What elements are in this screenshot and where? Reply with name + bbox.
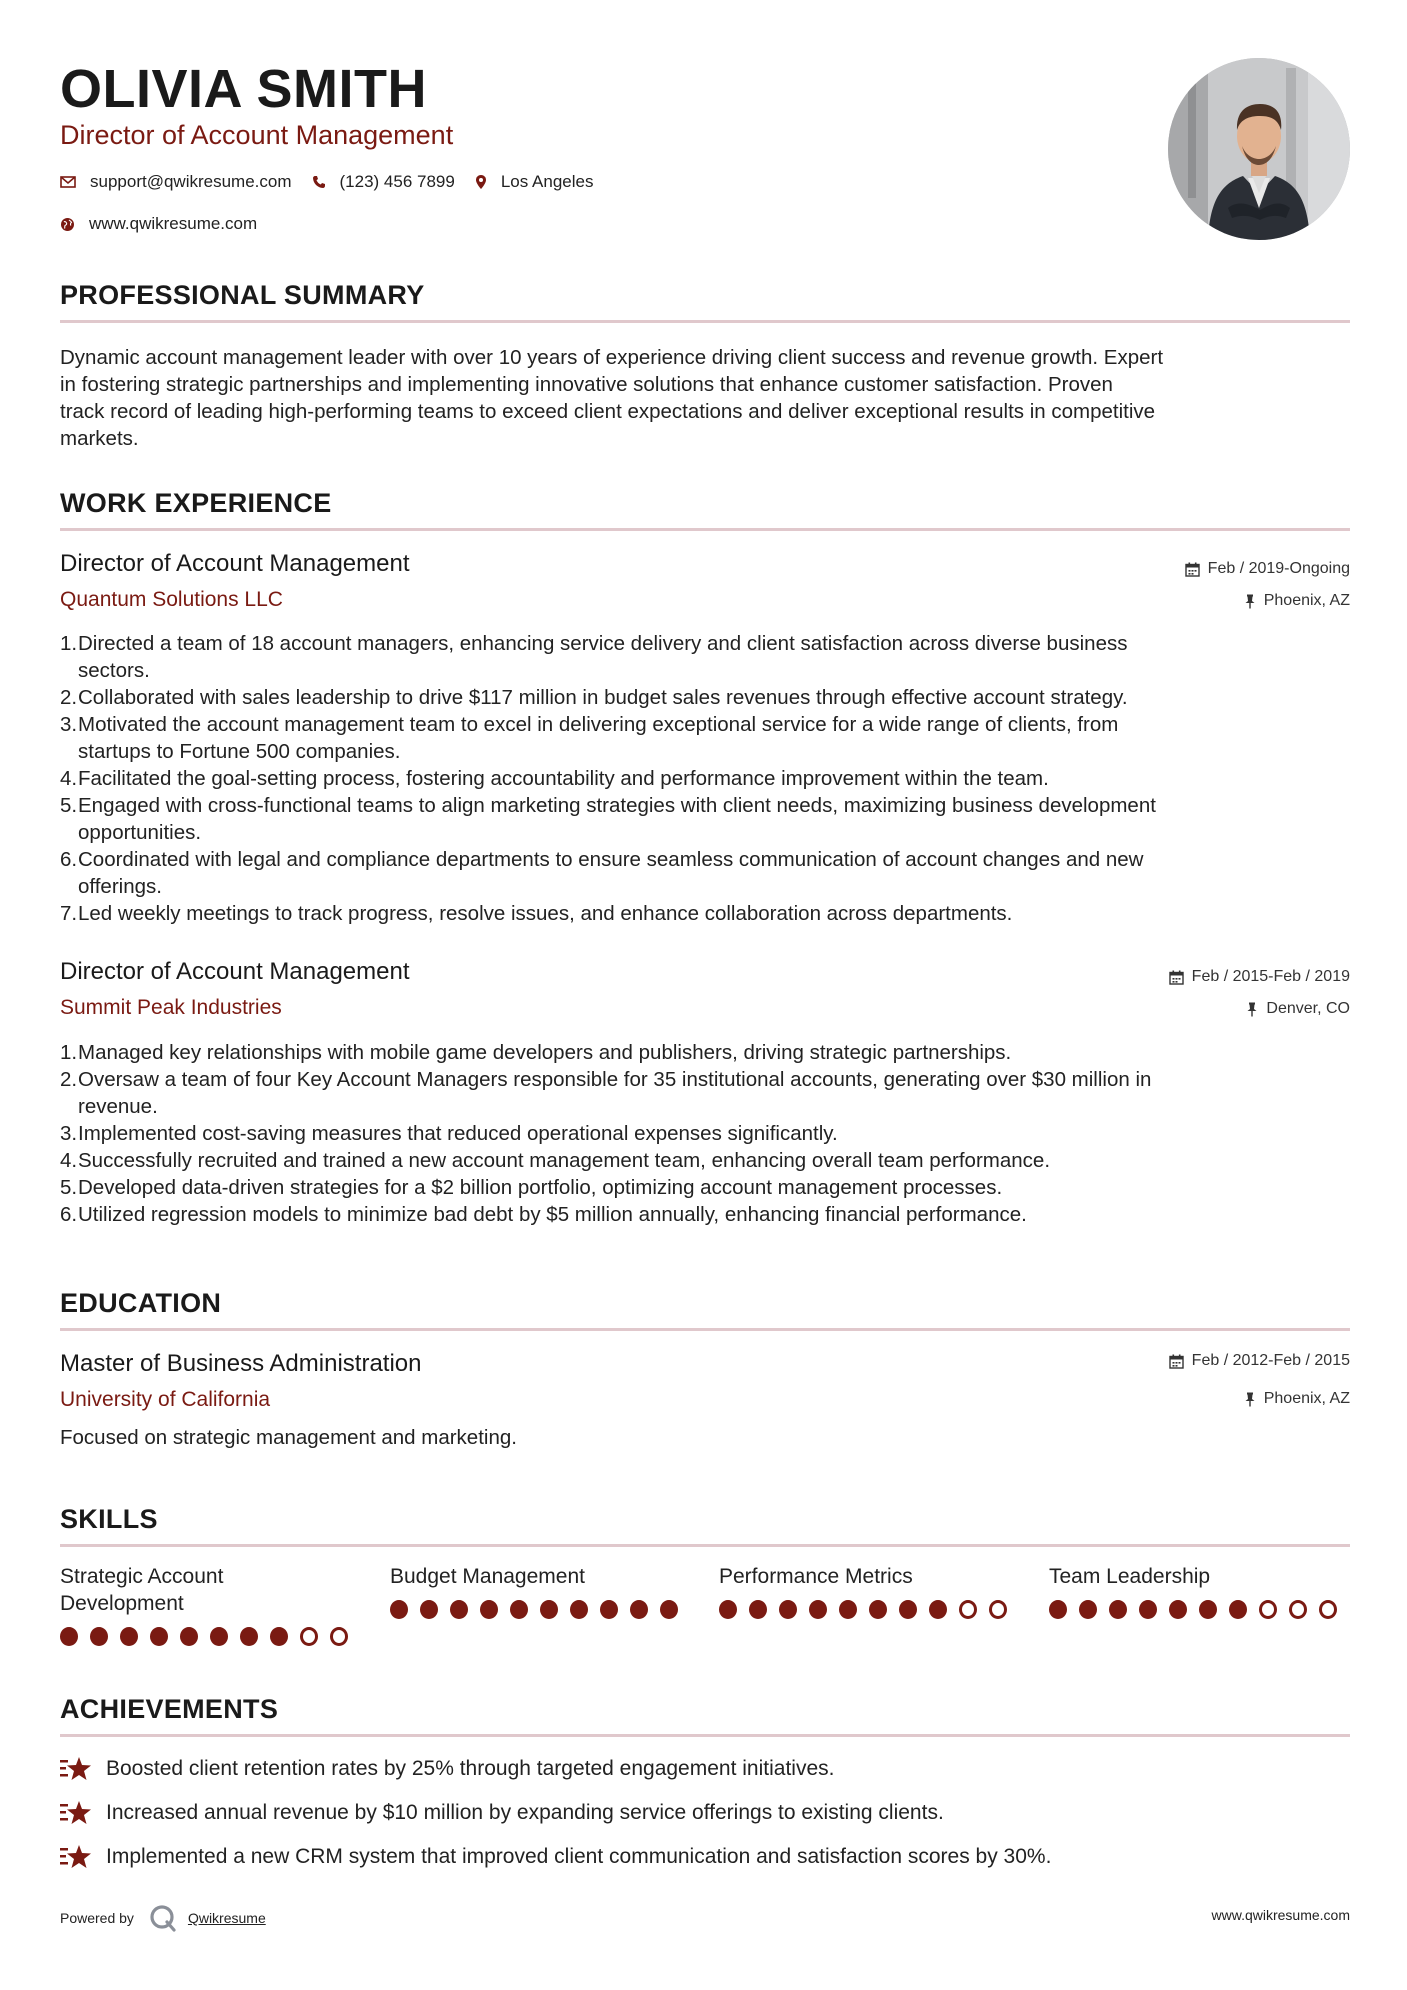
list-item: 6. Coordinated with legal and compliance departments to ensure seamless communication of account changes and new offerings. — [60, 848, 1144, 898]
calendar-icon — [1169, 1354, 1184, 1369]
list-item: 6. Utilized regression models to minimize bad debt by $5 million annually, enhancing financial performance. — [60, 1203, 1027, 1226]
rating-dot-filled — [210, 1627, 228, 1646]
skill-item — [719, 1563, 1019, 1619]
rating-dot-filled — [90, 1627, 108, 1646]
rating-dot-empty — [300, 1627, 318, 1646]
list-item: 4. Facilitated the goal-setting process, fostering accountability and performance improvement within the team. — [60, 767, 1049, 790]
skill-name: Strategic Account Development — [60, 1565, 224, 1615]
skill-rating — [1049, 1600, 1349, 1619]
rating-dot-filled — [1199, 1600, 1217, 1619]
achievements-heading: ACHIEVEMENTS — [60, 1694, 279, 1724]
section-divider — [60, 1734, 1350, 1737]
achievement-item — [60, 1844, 1051, 1870]
email-text: support@qwikresume.com — [90, 172, 292, 191]
list-item: 2. Collaborated with sales leadership to drive $117 million in budget sales revenues through effective account strategy. — [60, 686, 1128, 709]
list-item: 3. Motivated the account management team to excel in delivering exceptional service for a wide range of clients, from startups to Fortune 500 companies. — [60, 713, 1119, 763]
job-title: Director of Account Management — [60, 958, 410, 985]
job-dates — [1169, 968, 1350, 986]
rating-dot-filled — [1049, 1600, 1067, 1619]
job-dates-text: Feb / 2019-Ongoing — [1207, 560, 1350, 577]
job-company: Quantum Solutions LLC — [60, 588, 283, 611]
contact-row — [60, 172, 613, 192]
job-bullets — [60, 1039, 1350, 1228]
education-location — [1244, 1390, 1350, 1408]
star-icon — [60, 1756, 92, 1782]
calendar-icon — [1169, 970, 1184, 985]
rating-dot-filled — [1229, 1600, 1247, 1619]
job-bullets — [60, 630, 1350, 927]
rating-dot-filled — [60, 1627, 78, 1646]
job-title: Director of Account Management — [60, 550, 410, 577]
rating-dot-filled — [600, 1600, 618, 1619]
experience-heading: WORK EXPERIENCE — [60, 488, 332, 518]
skill-name: Performance Metrics — [719, 1565, 913, 1588]
star-icon — [60, 1800, 92, 1826]
rating-dot-empty — [989, 1600, 1007, 1619]
profile-photo — [1168, 58, 1350, 240]
star-icon — [60, 1844, 92, 1870]
section-divider — [60, 528, 1350, 531]
rating-dot-filled — [150, 1627, 168, 1646]
rating-dot-filled — [240, 1627, 258, 1646]
job-location-text: Denver, CO — [1266, 1000, 1350, 1017]
section-divider — [60, 320, 1350, 323]
summary-line: Dynamic account management leader with over 10 years of experience driving client success and revenue growth. Expert — [60, 346, 1164, 369]
qwikresume-logo-icon — [148, 1903, 178, 1933]
rating-dot-empty — [1319, 1600, 1337, 1619]
location-text: Los Angeles — [500, 172, 594, 191]
rating-dot-filled — [719, 1600, 737, 1619]
list-item: 3. Implemented cost-saving measures that reduced operational expenses significantly. — [60, 1122, 838, 1145]
envelope-icon — [60, 176, 76, 188]
skill-item — [390, 1563, 690, 1619]
summary-line: in fostering strategic partnerships and implementing innovative solutions that enhance customer satisfaction. Proven — [60, 373, 1113, 396]
section-divider — [60, 1328, 1350, 1331]
rating-dot-filled — [120, 1627, 138, 1646]
rating-dot-filled — [420, 1600, 438, 1619]
list-item: 7. Led weekly meetings to track progress, resolve issues, and enhance collaboration across departments. — [60, 902, 1013, 925]
list-item: 1. Managed key relationships with mobile game developers and publishers, driving strategic partnerships. — [60, 1041, 1012, 1064]
footer-powered-by — [60, 1903, 266, 1933]
rating-dot-filled — [869, 1600, 887, 1619]
rating-dot-filled — [929, 1600, 947, 1619]
rating-dot-filled — [510, 1600, 528, 1619]
rating-dot-filled — [749, 1600, 767, 1619]
skills-heading: SKILLS — [60, 1504, 158, 1534]
job-dates — [1185, 560, 1350, 578]
rating-dot-filled — [450, 1600, 468, 1619]
rating-dot-filled — [270, 1627, 288, 1646]
rating-dot-filled — [1079, 1600, 1097, 1619]
summary-line: markets. — [60, 427, 139, 450]
rating-dot-filled — [540, 1600, 558, 1619]
calendar-icon — [1185, 562, 1200, 577]
list-item: 4. Successfully recruited and trained a new account management team, enhancing overall team performance. — [60, 1149, 1051, 1172]
portrait-image — [1168, 58, 1350, 240]
achievement-text: Boosted client retention rates by 25% through targeted engagement initiatives. — [106, 1757, 835, 1780]
candidate-title: Director of Account Management — [60, 120, 454, 150]
summary-line: track record of leading high-performing teams to exceed client expectations and deliver exceptional results in competitive — [60, 400, 1156, 423]
rating-dot-empty — [330, 1627, 348, 1646]
achievement-item — [60, 1800, 944, 1826]
education-dates-text: Feb / 2012-Feb / 2015 — [1191, 1352, 1350, 1369]
rating-dot-filled — [180, 1627, 198, 1646]
skill-item — [1049, 1563, 1349, 1619]
skill-rating — [719, 1600, 1019, 1619]
skill-rating — [390, 1600, 690, 1619]
job-location — [1246, 1000, 1350, 1018]
list-item: 1. Directed a team of 18 account managers, enhancing service delivery and client satisfaction across diverse business sectors. — [60, 632, 1128, 682]
rating-dot-filled — [1139, 1600, 1157, 1619]
pin-icon — [1246, 1002, 1258, 1017]
contact-phone[interactable] — [312, 172, 455, 192]
pin-icon — [1244, 594, 1256, 609]
skill-name: Team Leadership — [1049, 1565, 1211, 1588]
skill-name: Budget Management — [390, 1565, 585, 1588]
rating-dot-filled — [1109, 1600, 1127, 1619]
globe-icon — [60, 217, 75, 232]
rating-dot-empty — [1289, 1600, 1307, 1619]
education-heading: EDUCATION — [60, 1288, 222, 1318]
rating-dot-filled — [570, 1600, 588, 1619]
footer-url[interactable]: www.qwikresume.com — [1211, 1907, 1350, 1923]
pin-icon — [1244, 1392, 1256, 1407]
summary-text — [60, 344, 1350, 452]
rating-dot-filled — [839, 1600, 857, 1619]
contact-email[interactable] — [60, 172, 292, 192]
contact-location — [475, 172, 594, 192]
powered-by-label: Powered by — [60, 1910, 134, 1926]
phone-icon — [312, 175, 326, 189]
rating-dot-filled — [809, 1600, 827, 1619]
degree-title: Master of Business Administration — [60, 1350, 422, 1377]
education-description: Focused on strategic management and marketing. — [60, 1426, 517, 1449]
map-pin-icon — [475, 174, 487, 190]
job-location — [1244, 592, 1350, 610]
phone-text: (123) 456 7899 — [339, 172, 455, 191]
rating-dot-filled — [480, 1600, 498, 1619]
achievement-text: Increased annual revenue by $10 million by expanding service offerings to existing clients. — [106, 1801, 944, 1824]
rating-dot-empty — [1259, 1600, 1277, 1619]
skill-rating — [60, 1627, 360, 1646]
education-location-text: Phoenix, AZ — [1263, 1390, 1350, 1407]
section-divider — [60, 1544, 1350, 1547]
list-item: 2. Oversaw a team of four Key Account Managers responsible for 35 institutional accounts, generating over $30 million in revenue. — [60, 1068, 1152, 1118]
education-dates — [1169, 1352, 1350, 1370]
achievement-item — [60, 1756, 834, 1782]
rating-dot-filled — [660, 1600, 678, 1619]
rating-dot-filled — [779, 1600, 797, 1619]
contact-website[interactable] — [60, 214, 257, 234]
rating-dot-filled — [1169, 1600, 1187, 1619]
job-location-text: Phoenix, AZ — [1263, 592, 1350, 609]
contact-row-2 — [60, 214, 277, 234]
summary-heading: PROFESSIONAL SUMMARY — [60, 280, 425, 310]
candidate-name: OLIVIA SMITH — [60, 59, 427, 119]
rating-dot-filled — [899, 1600, 917, 1619]
website-text: www.qwikresume.com — [89, 214, 258, 233]
rating-dot-filled — [630, 1600, 648, 1619]
job-dates-text: Feb / 2015-Feb / 2019 — [1191, 968, 1350, 985]
list-item: 5. Engaged with cross-functional teams to align marketing strategies with client needs, maximizing business development opportunities. — [60, 794, 1156, 844]
school-name: University of California — [60, 1388, 271, 1411]
rating-dot-empty — [959, 1600, 977, 1619]
skill-item — [60, 1563, 360, 1646]
job-company: Summit Peak Industries — [60, 996, 282, 1019]
rating-dot-filled — [390, 1600, 408, 1619]
achievement-text: Implemented a new CRM system that improved client communication and satisfaction scores by 30%. — [106, 1845, 1052, 1868]
list-item: 5. Developed data-driven strategies for a $2 billion portfolio, optimizing account management processes. — [60, 1176, 1003, 1199]
brand-link[interactable]: Qwikresume — [187, 1910, 266, 1926]
